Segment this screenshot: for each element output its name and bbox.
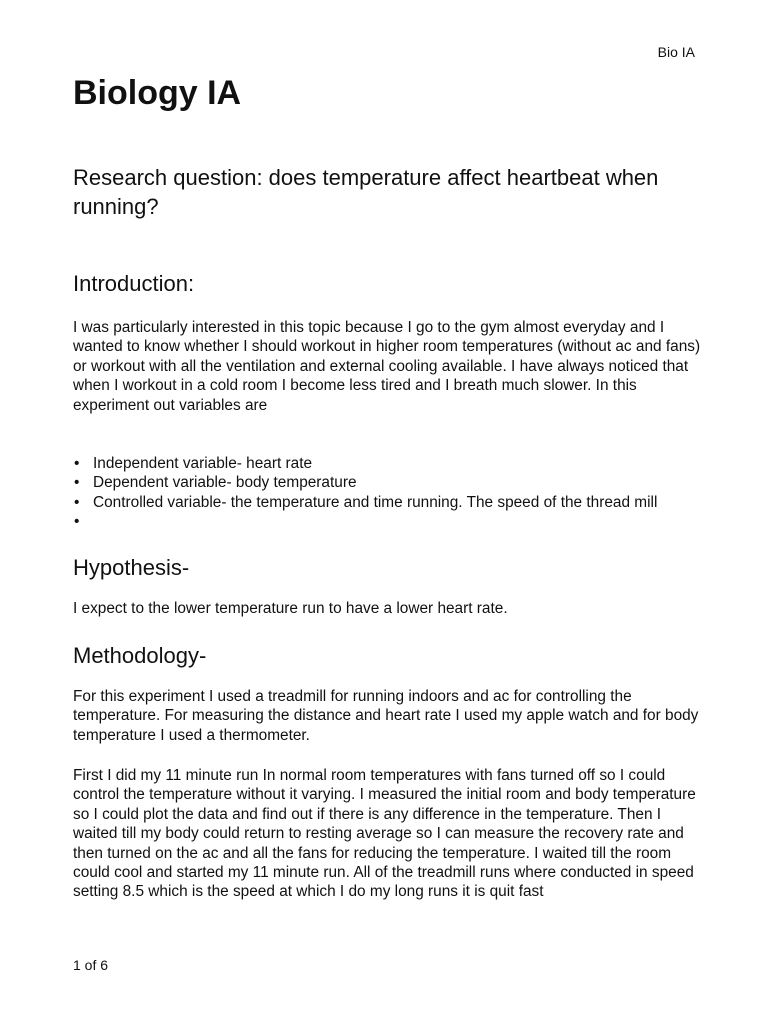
- introduction-paragraph: I was particularly interested in this topic because I go to the gym almost everyday and I wanted to know whether I should workout in higher room temperatures (without ac and fans) or workout with all the ventilation and external cooling available. I have always noticed that when I workout in a cold room I become less tired and I breath much slower. In this experiment out variables are: [73, 319, 701, 414]
- methodology-paragraph-1: For this experiment I used a treadmill for running indoors and ac for controlling the temperature. For measuring the distance and heart rate I used my apple watch and for body temperature I used a thermometer.: [73, 688, 699, 744]
- list-item: [73, 473, 705, 492]
- list-item: [73, 493, 705, 512]
- running-header: Bio IA: [657, 44, 695, 60]
- list-item: [73, 454, 705, 473]
- hypothesis-paragraph: I expect to the lower temperature run to have a lower heart rate.: [73, 600, 508, 617]
- hypothesis-heading: Hypothesis-: [73, 555, 190, 580]
- page-number: 1 of 6: [73, 957, 109, 973]
- list-item-text: Independent variable- heart rate: [93, 455, 313, 472]
- variables-list: [73, 454, 705, 531]
- methodology-paragraph-2: First I did my 11 minute run In normal room temperatures with fans turned off so I could control the temperature without it varying. I measured the initial room and body temperature so I could plot the data and find out if there is any difference in the temperature. Then I waited till my body could return to resting average so I can measure the recovery rate and then turned on the ac and all the fans for reducing the temperature. I waited till the room could cool and started my 11 minute run. All of the treadmill runs where conducted in speed setting 8.5 which is the speed at which I do my long runs it is quit fast: [73, 767, 696, 901]
- bullet-icon: •: [74, 474, 80, 492]
- document-title: Biology IA: [73, 74, 242, 112]
- list-item-text: Controlled variable- the temperature and time running. The speed of the thread mill: [93, 493, 658, 511]
- bullet-icon: •: [74, 455, 80, 472]
- bullet-icon: •: [74, 513, 80, 531]
- research-question: Research question: does temperature affect heartbeat when running?: [73, 165, 659, 219]
- list-item-text: Dependent variable- body temperature: [93, 474, 357, 492]
- methodology-heading: Methodology-: [73, 643, 207, 668]
- bullet-icon: •: [74, 493, 80, 511]
- introduction-heading: Introduction:: [73, 271, 195, 296]
